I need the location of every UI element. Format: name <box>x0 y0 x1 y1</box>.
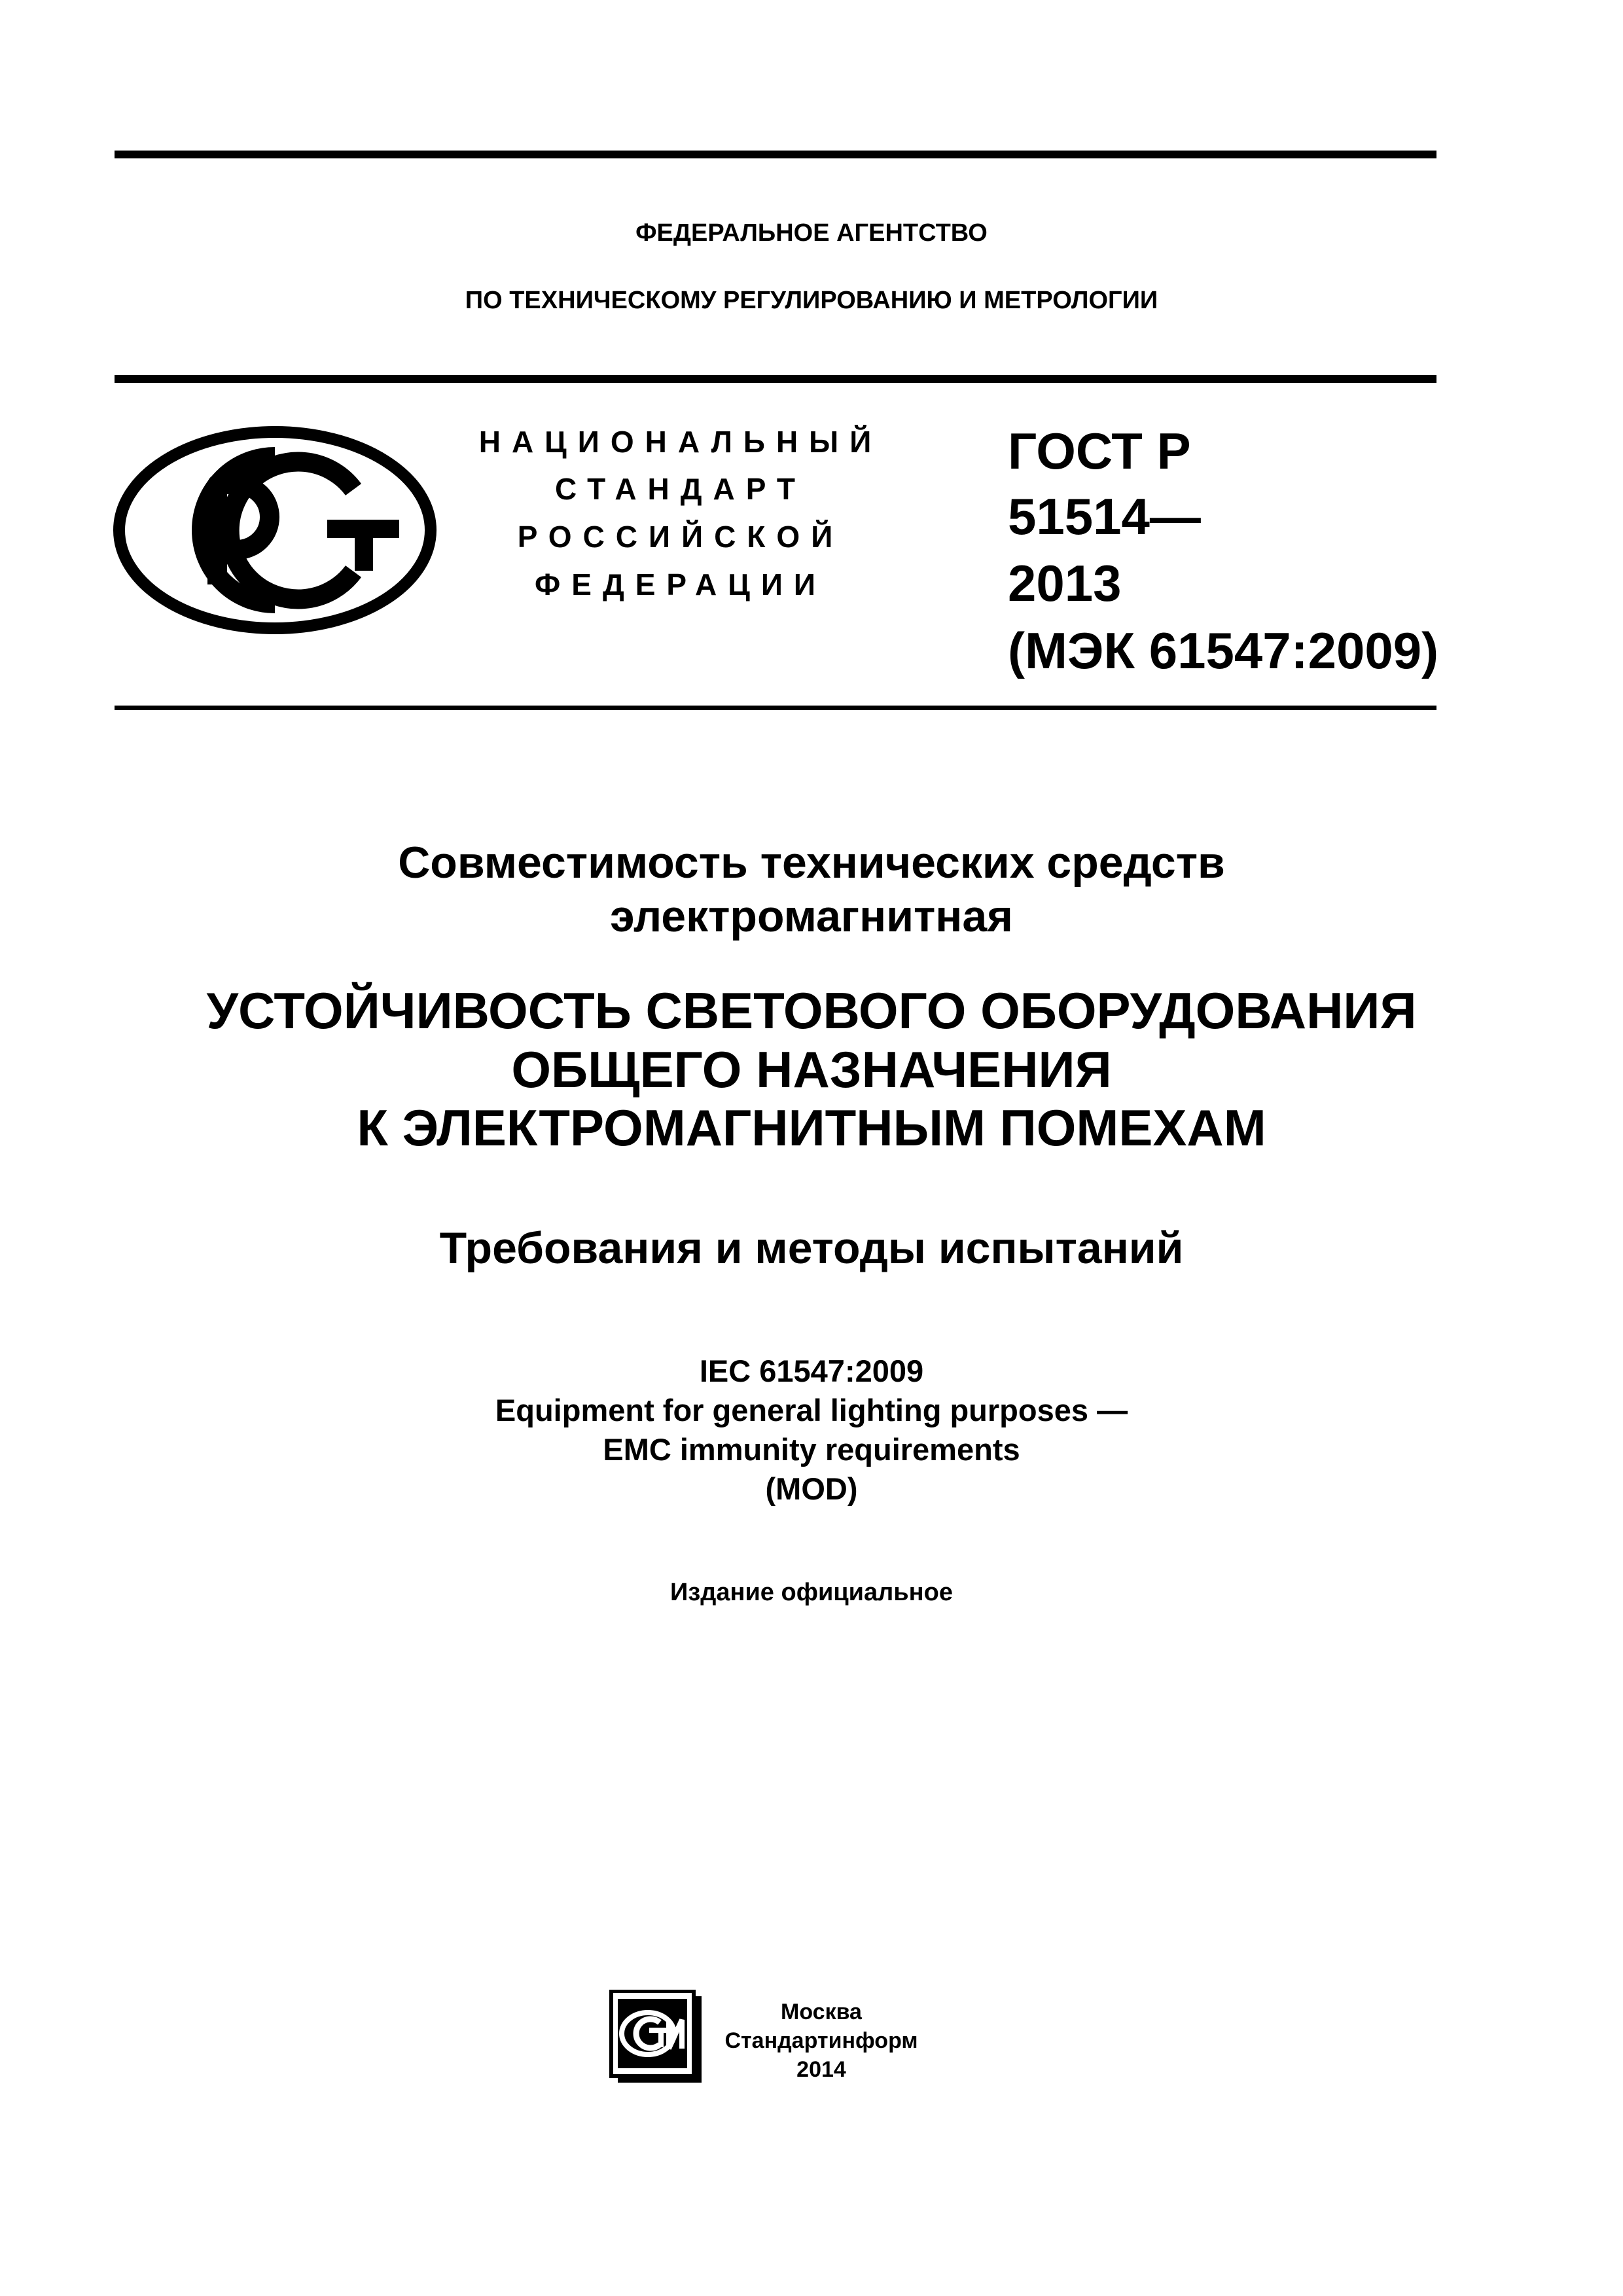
publisher-year: 2014 <box>796 2057 846 2083</box>
standard-type-line-3: РОССИЙСКОЙ <box>517 520 844 554</box>
designation-line-4: (МЭК 61547:2009) <box>1008 622 1439 679</box>
designation-line-3: 2013 <box>1008 554 1122 612</box>
title-main-line-3: К ЭЛЕКТРОМАГНИТНЫМ ПОМЕХАМ <box>357 1099 1266 1157</box>
title-subject-line-1: Совместимость технических средств <box>398 838 1225 888</box>
publisher-name: Стандартинформ <box>724 2028 918 2054</box>
title-requirements: Требования и методы испытаний <box>439 1223 1184 1273</box>
sti-logo-icon <box>609 1990 707 2088</box>
standard-type-line-2: СТАНДАРТ <box>555 472 806 506</box>
gost-logo <box>111 424 438 637</box>
title-main-line-2: ОБЩЕГО НАЗНАЧЕНИЯ <box>511 1040 1112 1098</box>
title-subject-line-2: электромагнитная <box>610 891 1013 941</box>
top-rule <box>115 151 1436 158</box>
rst-logo-icon <box>111 424 438 637</box>
designation-line-2: 51514— <box>1008 488 1201 545</box>
iec-title-line-1: Equipment for general lighting purposes — <box>495 1393 1128 1428</box>
iec-reference <box>0 1352 1623 1509</box>
title-main <box>0 982 1623 1158</box>
publisher-city: Москва <box>781 2000 862 2024</box>
title-main-line-1: УСТОЙЧИВОСТЬ СВЕТОВОГО ОБОРУДОВАНИЯ <box>206 982 1417 1039</box>
iec-title-line-2: EMC immunity requirements <box>603 1432 1020 1467</box>
publisher-logo <box>609 1990 707 2088</box>
agency-line-1: ФЕДЕРАЛЬНОЕ АГЕНТСТВО <box>635 219 988 247</box>
iec-number: IEC 61547:2009 <box>699 1354 924 1388</box>
standard-type-line-4: ФЕДЕРАЦИИ <box>535 567 827 601</box>
edition-label: Издание официальное <box>670 1579 953 1606</box>
designation-line-1: ГОСТ Р <box>1008 422 1191 480</box>
header-rule <box>115 375 1436 383</box>
agency-line-2: ПО ТЕХНИЧЕСКОМУ РЕГУЛИРОВАНИЮ И МЕТРОЛОГИИ <box>465 287 1158 314</box>
designation-rule <box>115 706 1436 710</box>
iec-mod: (MOD) <box>765 1471 858 1507</box>
standard-type-line-1: НАЦИОНАЛЬНЫЙ <box>478 425 883 459</box>
publisher-info <box>704 1998 939 2085</box>
title-subject <box>0 836 1623 943</box>
